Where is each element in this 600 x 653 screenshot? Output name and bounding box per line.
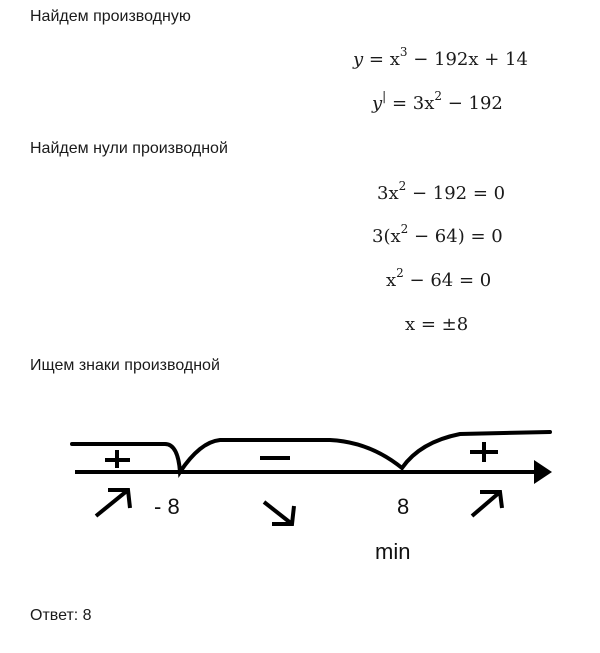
- increasing-arrow-left: [96, 490, 130, 516]
- increasing-arrow-right: [472, 492, 502, 516]
- point-label-8: 8: [397, 494, 410, 519]
- equation-2: $3(x^2 - 64) = 0$: [372, 222, 503, 247]
- heading-zeros: Найдем нули производной: [30, 140, 228, 157]
- sign-chart: [60, 420, 560, 570]
- plus-sign-right: [470, 442, 498, 462]
- derivative-formula: $y^| = 3x^2 - 192$: [372, 89, 503, 114]
- plus-sign-left: [105, 450, 130, 468]
- equation-1: $3x^2 - 192 = 0$: [377, 179, 506, 204]
- heading-signs: Ищем знаки производной: [30, 357, 220, 374]
- extremum-label-min: min: [375, 539, 411, 564]
- axis-arrowhead: [534, 460, 552, 484]
- function-formula: $y = x^3 - 192x + 14$: [353, 45, 528, 70]
- heading-derivative: Найдем производную: [30, 8, 191, 25]
- answer: Ответ: 8: [30, 607, 92, 624]
- decreasing-arrow-middle: [264, 502, 294, 524]
- equation-roots: x = ±8: [405, 314, 469, 335]
- equation-3: $x^2 - 64 = 0$: [386, 266, 492, 291]
- point-label-minus-8: - 8: [154, 494, 180, 519]
